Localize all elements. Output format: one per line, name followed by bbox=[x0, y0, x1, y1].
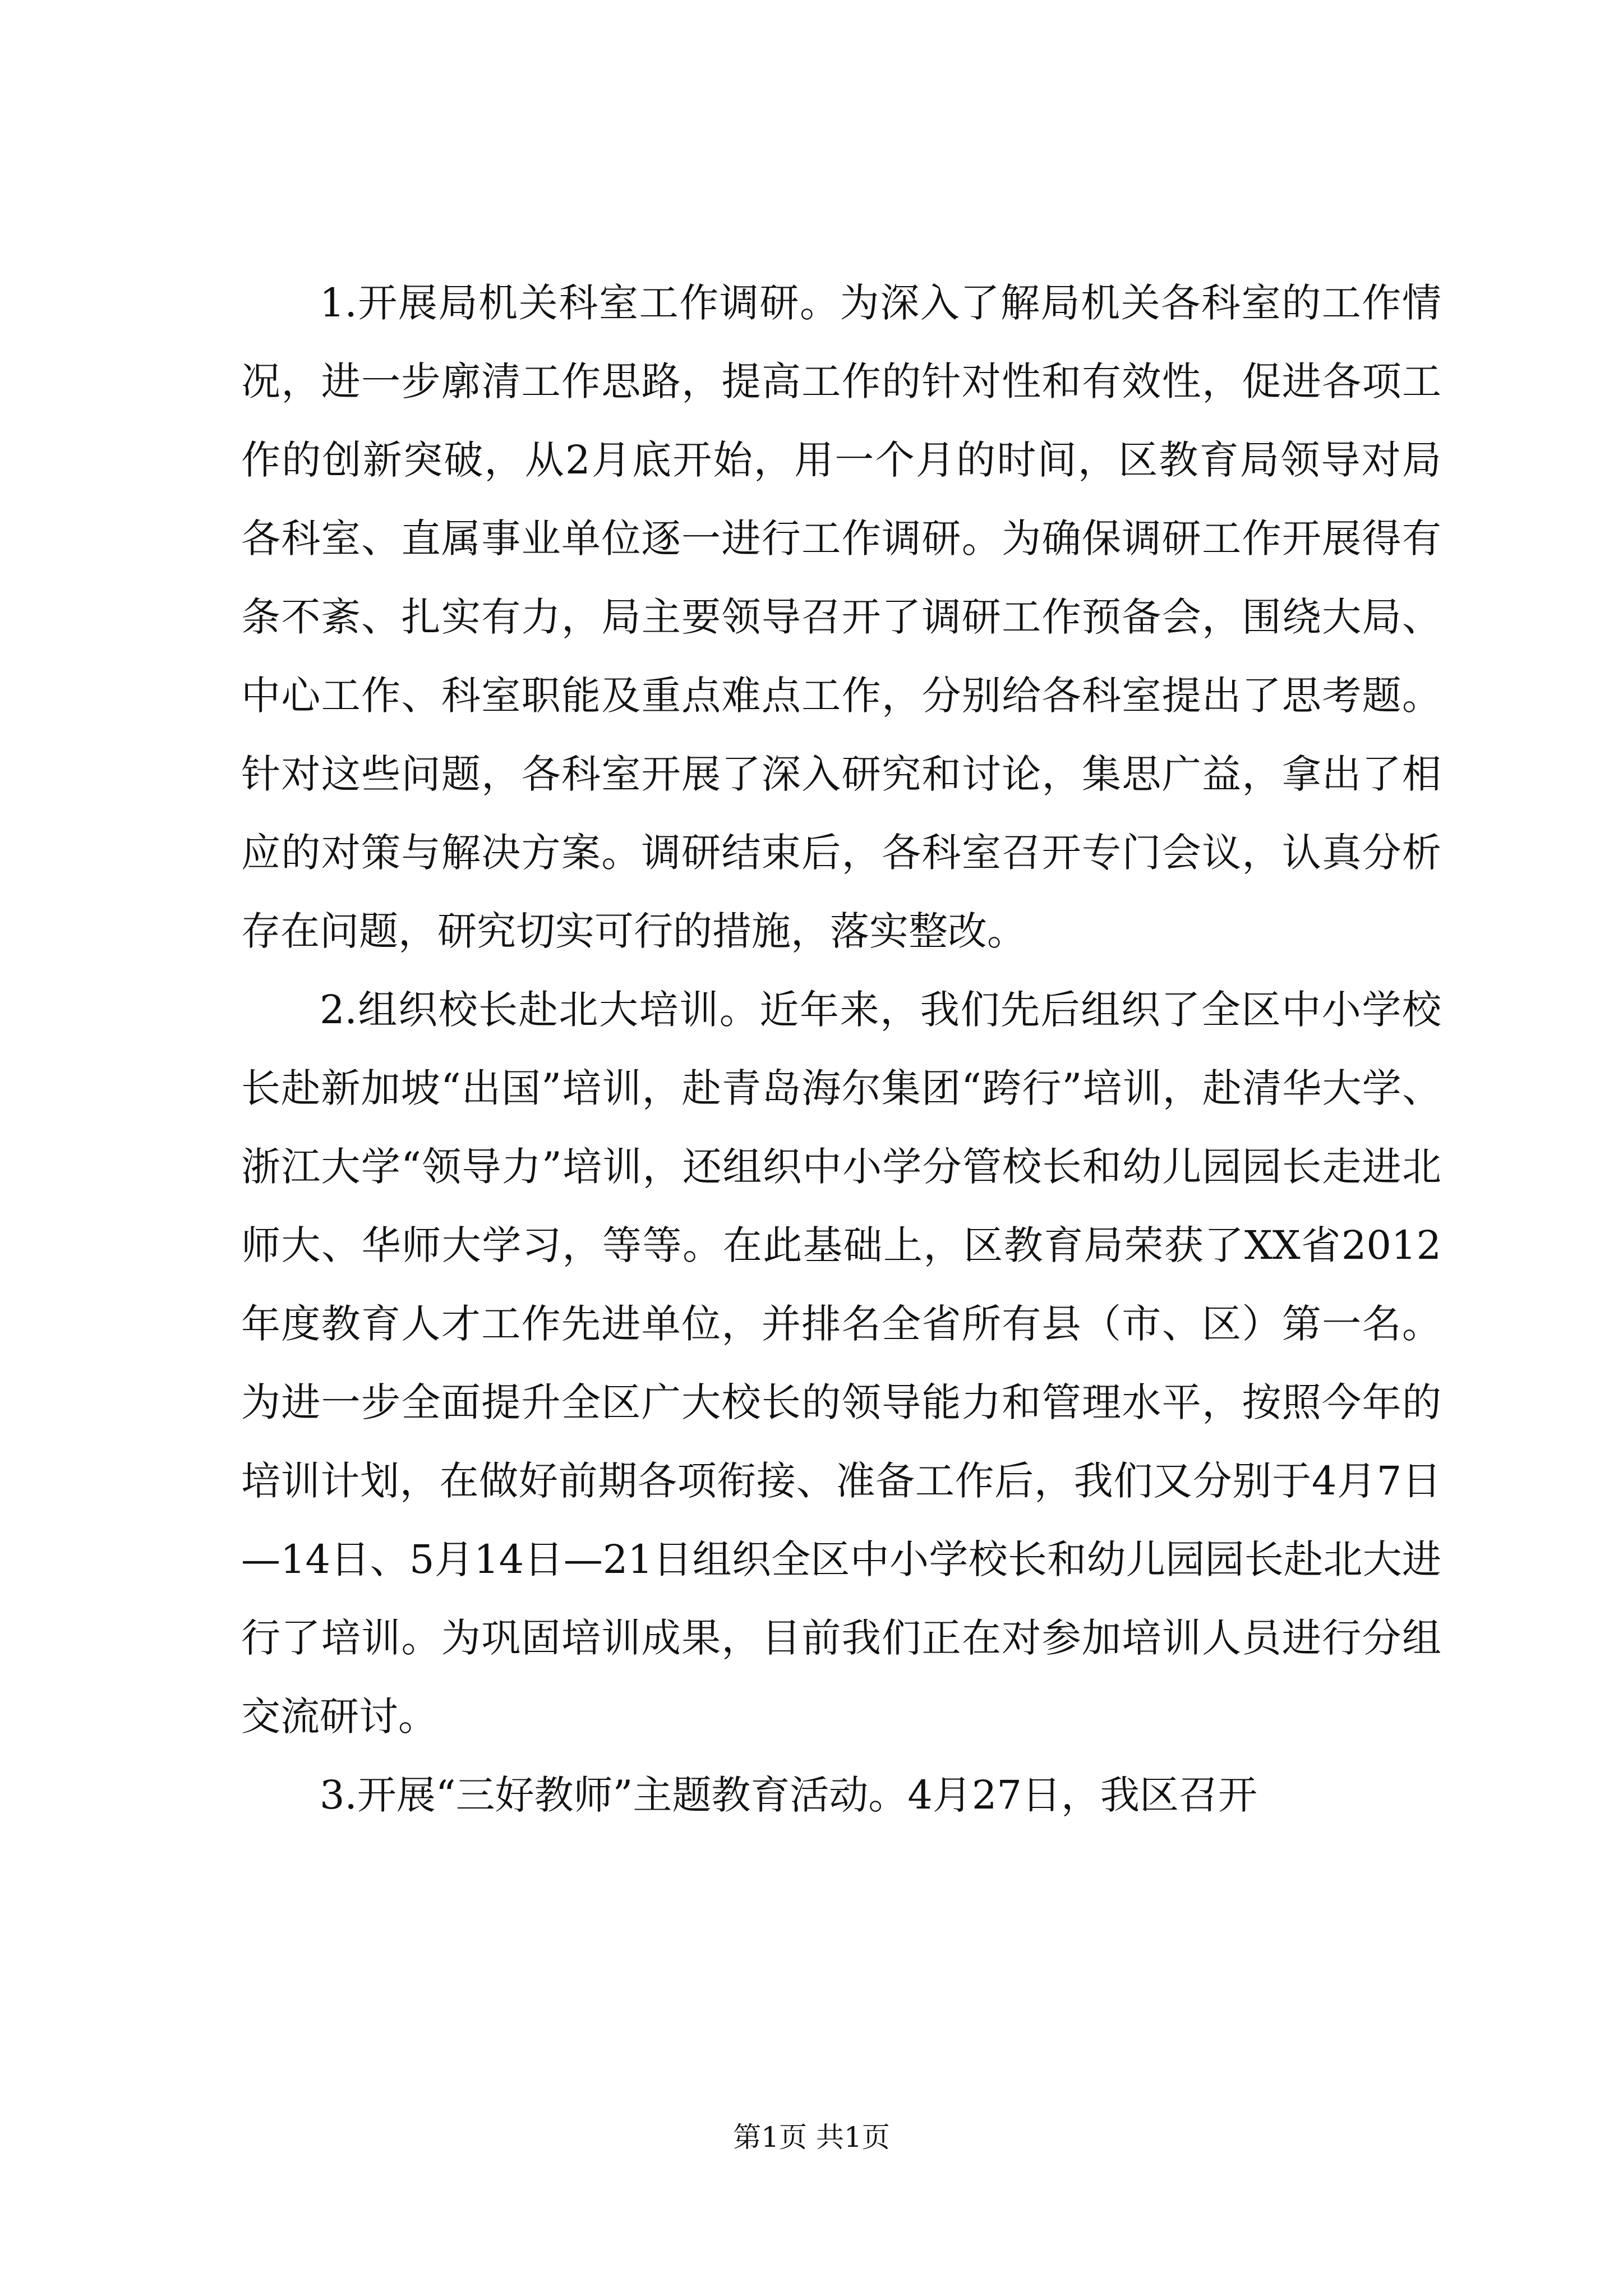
document-body bbox=[241, 264, 1441, 1834]
paragraph-1: 1.开展局机关科室工作调研。为深入了解局机关各科室的工作情况，进一步廓清工作思路，提高工作的针对性和有效性，促进各项工作的创新突破，从2月底开始，用一个月的时间，区教育局领导对局各科室、直属事业单位逐一进行工作调研。为确保调研工作开展得有条不紊、扎实有力，局主要领导召开了调研工作预备会，围绕大局、中心工作、科室职能及重点难点工作，分别给各科室提出了思考题。针对这些问题，各科室开展了深入研究和讨论，集思广益，拿出了相应的对策与解决方案。调研结束后，各科室召开专门会议，认真分析存在问题，研究切实可行的措施，落实整改。 bbox=[241, 280, 1441, 954]
paragraph-2: 2.组织校长赴北大培训。近年来，我们先后组织了全区中小学校长赴新加坡“出国”培训，赴青岛海尔集团“跨行”培训，赴清华大学、浙江大学“领导力”培训，还组织中小学分管校长和幼儿园园长走进北师大、华师大学习，等等。在此基础上，区教育局荣获了XX省2012年度教育人才工作先进单位，并排名全省所有县（市、区）第一名。为进一步全面提升全区广大校长的领导能力和管理水平，按照今年的培训计划，在做好前期各项衔接、准备工作后，我们又分别于4月7日—14日、5月14日—21日组织全区中小学校长和幼儿园园长赴北大进行了培训。为巩固培训成果，目前我们正在对参加培训人员进行分组交流研讨。 bbox=[241, 987, 1441, 1740]
page-footer: 第1页 共1页 bbox=[733, 2121, 890, 2154]
paragraph-3: 3.开展“三好教师”主题教育活动。4月27日，我区召开 bbox=[320, 1772, 1257, 1818]
